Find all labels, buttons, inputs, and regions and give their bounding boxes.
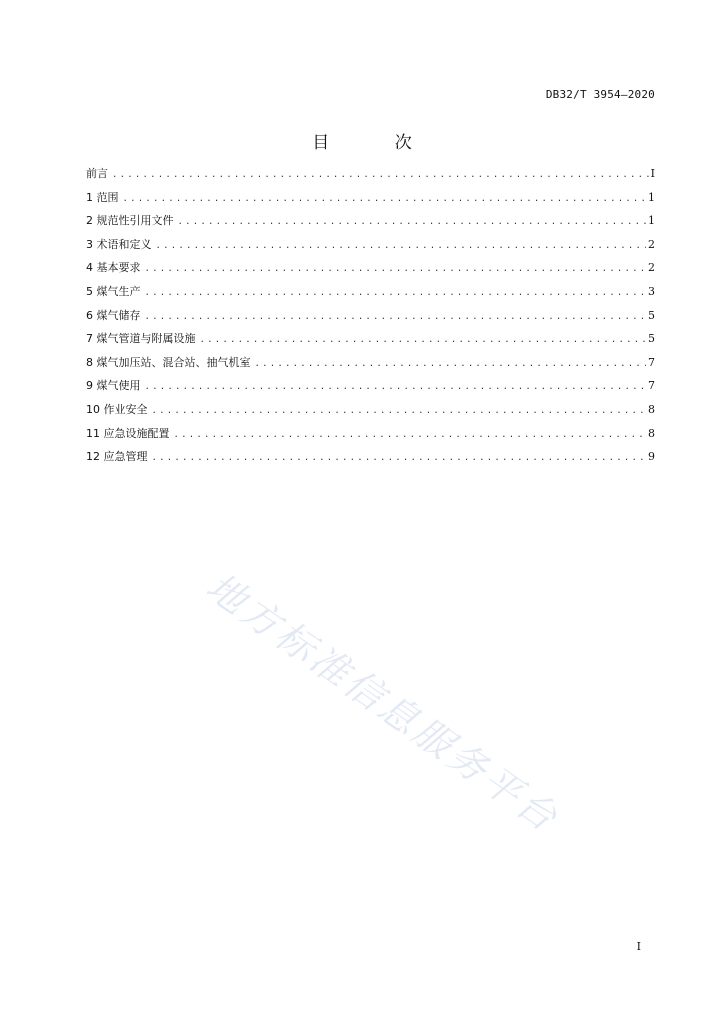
toc-entry-label: 4 基本要求: [86, 261, 141, 275]
toc-entry[interactable]: [86, 212, 655, 236]
toc-entry-page: 3: [648, 284, 655, 298]
toc-entry[interactable]: [86, 165, 655, 189]
toc-entry[interactable]: [86, 189, 655, 213]
toc-leader-dots: [200, 331, 647, 349]
toc-entry-page: 5: [648, 332, 655, 346]
toc-entry-page: 2: [648, 261, 655, 275]
toc-leader-dots: [152, 402, 647, 420]
toc-entry-label: 9 煤气使用: [86, 379, 141, 393]
toc-leader-dots: [255, 355, 647, 373]
toc-entry-page: 7: [648, 355, 655, 369]
watermark: 地方标准信息服务平台: [198, 564, 568, 842]
page-title: 目 次: [312, 133, 442, 153]
toc-entry-label: 2 规范性引用文件: [86, 214, 174, 228]
toc-leader-dots: [145, 308, 647, 326]
toc-leader-dots: [178, 213, 647, 231]
toc-leader-dots: [145, 284, 647, 302]
toc-leader-dots: [112, 166, 649, 184]
toc-entry-label: 6 煤气储存: [86, 308, 141, 322]
page-number: I: [636, 940, 641, 953]
toc-entry-label: 3 术语和定义: [86, 237, 152, 251]
toc-entry-page: 8: [648, 402, 655, 416]
toc-entry-label: 前言: [86, 167, 108, 180]
table-of-contents: [86, 165, 655, 472]
toc-leader-dots: [152, 449, 647, 467]
toc-leader-dots: [123, 190, 647, 208]
toc-entry-label: 8 煤气加压站、混合站、抽气机室: [86, 355, 251, 369]
toc-entry-label: 1 范围: [86, 190, 119, 204]
toc-entry[interactable]: [86, 425, 655, 449]
toc-entry[interactable]: [86, 377, 655, 401]
toc-entry[interactable]: [86, 236, 655, 260]
toc-entry[interactable]: [86, 330, 655, 354]
toc-entry-label: 7 煤气管道与附属设施: [86, 332, 196, 346]
toc-entry-page: 2: [648, 237, 655, 251]
toc-leader-dots: [174, 426, 647, 444]
toc-entry-page: 1: [648, 190, 655, 204]
toc-entry-label: 5 煤气生产: [86, 284, 141, 298]
toc-entry-page: 8: [648, 426, 655, 440]
toc-entry-page: 1: [648, 214, 655, 228]
toc-entry[interactable]: [86, 259, 655, 283]
toc-entry-page: 7: [648, 379, 655, 393]
toc-entry-label: 12 应急管理: [86, 450, 148, 464]
toc-leader-dots: [156, 237, 647, 255]
document-code: DB32/T 3954—2020: [545, 88, 655, 101]
toc-entry[interactable]: [86, 354, 655, 378]
toc-entry-page: 5: [648, 308, 655, 322]
toc-entry[interactable]: [86, 448, 655, 472]
toc-leader-dots: [145, 378, 647, 396]
toc-entry-page: I: [650, 167, 655, 180]
toc-entry-page: 9: [648, 450, 655, 464]
toc-entry-label: 11 应急设施配置: [86, 426, 170, 440]
toc-leader-dots: [145, 260, 647, 278]
toc-entry[interactable]: [86, 283, 655, 307]
toc-entry-label: 10 作业安全: [86, 402, 148, 416]
toc-entry[interactable]: [86, 401, 655, 425]
toc-entry[interactable]: [86, 307, 655, 331]
